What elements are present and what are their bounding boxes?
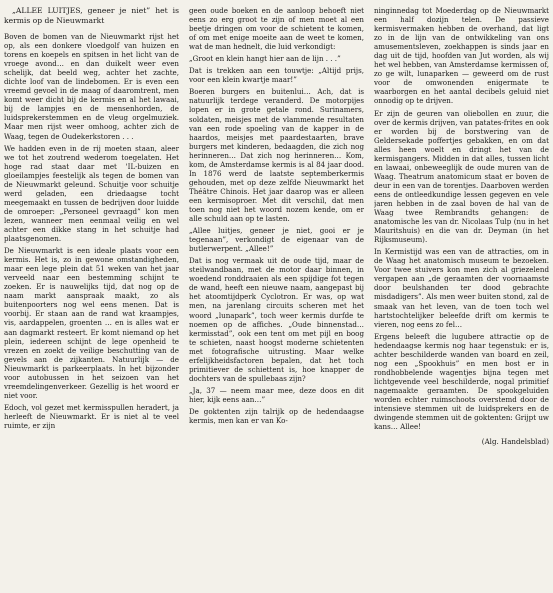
article-columns — [4, 6, 549, 589]
paragraph: geen oude boeken en de aanloop behoeft niet eens zo erg groot te zijn of men moet al een beetje dringen om voor de schietent te komen, of om met enige moeite aan de weet te komen, wat de man hednelt, die luid verkondigt: — [189, 6, 364, 52]
source-attribution: (Alg. Handelsblad) — [481, 437, 549, 447]
paragraph: Dat is trekken aan een touwtje: „Altijd prijs, voor een klein kwartje maar!” — [189, 66, 364, 85]
paragraph: Dat is nog vermaak uit de oude tijd, maar de steilwandbaan, met de motor daar binnen, in woedend ronddraaien als een spijdige fot tegen de wand, heeft een nieuwe naam, aangepast bij het atoomtijdperk Cyclotron. Er was, op wat men, na jarenlang circuits scheren met het woord „lunapark”, toch weer kermis durfde te noemen op de affiches. „Oude binnenstad… kermisstad”, ook een tent om met pijl en boog te schieten, naast hoogst moderne schietenten met fotografische uitrusting. Maar welke erfelijkheidsfactoren bepalen, dat het toch primitiever de schiettent is, hoe knapper de dochters van de spullebaas zijn? — [189, 256, 364, 383]
paragraph: De Nieuwmarkt is een ideale plaats voor een kermis. Het is, zo in gewone omstandigheden, maar een lege plein dat 51 weken van het jaar verveeld naar een bestemming schijnt te zoeken. Er is nauwelijks tijd, dat nog op de naam markt aanspraak maakt, zo als buitenpoorters nog wel eens menen. Dat is voorbij. Er staan aan de rand wat kraampjes, vis, aardappelen, groenten … en is alles wat er aan dagmarkt resteert. Er komt niemand op het plein, iedereen schijnt de lege openheid te vrezen en zoekt de veilige beschutting van de gevels aan de zijkanten. Natuurlijk — de Nieuwmarkt is parkeerplaats. In het bijzonder voor autobussen in het seizoen van het vreemdelingenverkeer. Gezellig is het woord er niet voor. — [4, 246, 179, 400]
article-headline: „ALLEE LUITJES, geneer je niet” het is kermis op de Nieuwmarkt — [4, 6, 179, 25]
paragraph: Er zijn de geuren van oliebollen en zuur, die over de kermis drijven, van patates-frites en ook er worden bij de borstwering van de Geldersekade poffertjes gebakken, en om dat alles heen woelt en dringt het van de kermisgangers. Midden in dat alles, tussen licht en lawaai, onbeweeglijk de oude muren van de Waag. Theatrum anatomicum staat er boven de deur in een van de torentjes. Daarboven werden eens de ontleedkundige lessen gegeven en vele jaren hebben in de zaal boven de hal van de Waag twee Rembrandts gehangen: de anatomische les van dr. Nicolaas Tulp (nu in het Mauritshuis) en die van dr. Deyman (in het Rijksmuseum). — [374, 108, 549, 245]
paragraph: We hadden even in de rij moeten staan, aleer we tot het zoutrend wederom toegelaten. Het hoge rad staat daar met 'IL-buizen en gloeilampjes feestelijk als tegen de bomen van de Nieuwmarkt geleund. Schuitje voor schuitje werd geladen, een driedaagse tocht meegemaakt en tussen de bedrijven door luidde de omroeper: „Personeel gevraagd” kon men lezen, wanneer men eenmaal veilig en wel achter een dikke stang in het schuitje had plaatsgenomen. — [4, 143, 179, 244]
column-3 — [374, 6, 549, 589]
paragraph: De goktenten zijn talrijk op de hedendaagse kermis, men kan er van Ko- — [189, 406, 364, 426]
column-1 — [4, 6, 179, 589]
paragraph: ninginnedag tot Moederdag op de Nieuwmarkt een half dozijn telen. De passieve kermisvermaken hebben de overhand, dat ligt zo in de lijn van de ontwikkeling van ons amusementsleven, zoekhappen is sinds jaar en dag uit de tijd, hoofden van Jut worden, als wij het wel hebben, van Amsterdamse kermissen of, zo ge wilt, lunaparken — geweerd om de rust voor de omwonenden enigermate te waarborgen en het aantal decibels geluid niet onnodig op te drijven. — [374, 6, 549, 106]
paragraph: Boven de bomen van de Nieuwmarkt rijst het op, als een donkere vloedgolf van huizen en torens en koepels en spitsen in het licht van de vroege avond… en dan duikelt weer even schelijk, dat beeld weg, achter het zachte, dichte loof van de lindebomen. Er is even een vreemd gevoel in de maag of daaromtrent, men komt weer dicht bij de kermis en al het lawaai, bij de lampjes en de mensenhorden, de luidsprekerstemmen en de vleug orgelmuziek. Maar men rijst weer omhoog, achter zich de Waag, tegen de Oudekerkstoren . . . — [4, 32, 179, 141]
paragraph: „Groot en klein hangt hier aan de lijn . . .” — [189, 54, 341, 64]
paragraph: Ergens beleeft die lugubere attractie op de hedendaagse kermis nog haar tegenstuk: er is, achter beschilderde wanden van board en zeil, nog een „Spookhuis” en men bost er in rondhobbelende wagentjes bijna tegen met lichtgevende veel beschilderde, nogal primitief nagemaakte geraamten. De spookgeluiden worden echter ruimschoots overstemd door de intensieve stemmen uit de luidsprekers en de dwingende stemmen uit de goktenten: Grijpt uw kans… Allee! — [374, 331, 549, 432]
paragraph: „Allee luitjes, geneer je niet, gooi er je tegenaan”, verkondigt de eigenaar van de butlerwerpent. „Allee!” — [189, 226, 364, 254]
column-2 — [189, 6, 364, 589]
paragraph: Boeren burgers en buitenlui… Ach, dat is natuurlijk terdege veranderd. De motorpijes lopen er in grote getale rond. Surinamers, soldaten, meisjes met de vlammende resultaten van een rode spoeling van de kapper in de haardos, meisjes met paardestaarten, brave burgers met kinderen, bedaagden, die zich nog herinneren… Dat zich nog herinneren… Kom, kom, de Amsterdamse kermis is al 84 jaar dood. In 1876 werd de laatste septemberkermis gehouden, met op deze zelfde Nieuwmarkt het Théâtre Chinois. Het jaar daarop was er alleen een kermisoproer. Met dit verschil, dat men toen nog niet het woord nozem kende, om er alle schuld aan op te lasten. — [189, 87, 364, 224]
paragraph: Edoch, vol gezet met kermisspullen heradert, ja herleeft de Nieuwmarkt. Er is niet al te veel ruimte, er zijn — [4, 402, 179, 430]
paragraph: In Kermistijd was een van de attracties, om in de Waag het anatomisch museum te bezoeken. Voor twee stuivers kon men zich al griezelend vergapen aan „de geraamten der voornaamste door beulshanden ter dood gebrachte misdadigers”. Als men weer buiten stond, zal de smaak van het leven, van de toen toch wel hartstochtelijker beleefde drift om kermis te vieren, nog eens zo fel… — [374, 247, 549, 329]
paragraph: „Ja, 37 — neem maar mee, deze doos en dit hier, kijk eens aan…” — [189, 385, 364, 404]
